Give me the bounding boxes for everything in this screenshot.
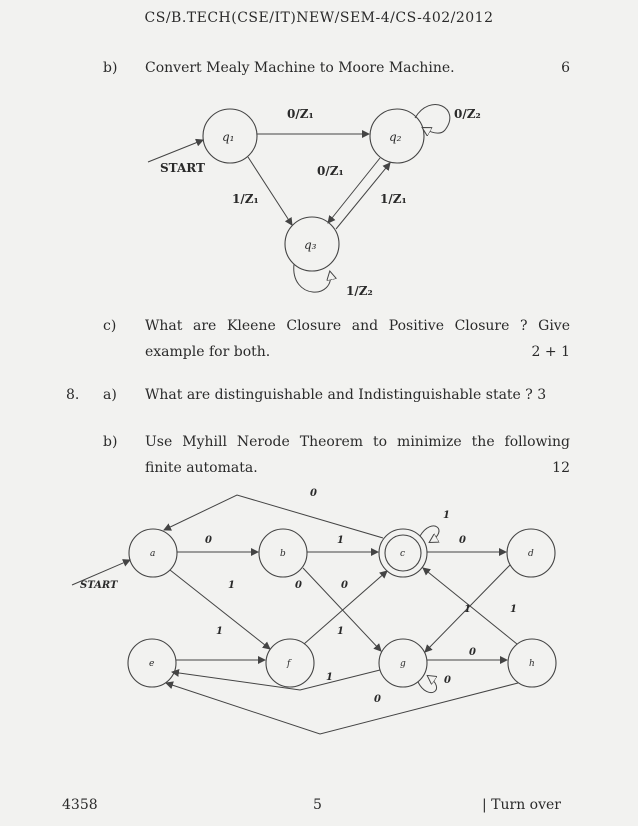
footer-code: 4358	[62, 797, 98, 813]
edge-g-h-label: 0	[469, 647, 476, 658]
q7c-label: c)	[103, 318, 117, 334]
edge-a-f-label: 1	[228, 580, 235, 591]
state-h-label: h	[529, 659, 535, 669]
edge-f-c-label: 1	[337, 626, 344, 637]
edge-q1-q2-label: 0/Z₁	[287, 107, 314, 121]
edge-d-h-label: 1	[510, 604, 517, 615]
fig2-start-label: START	[80, 580, 118, 591]
edge-q1-q3-label: 1/Z₁	[232, 192, 259, 206]
edge-c-a-label: 0	[310, 488, 317, 499]
edge-a-f	[170, 570, 270, 649]
q7b-marks: 6	[561, 60, 570, 76]
edge-g-e	[172, 670, 380, 690]
q7c-marks: 2 + 1	[531, 344, 570, 360]
state-q3-label: q₃	[304, 238, 317, 252]
q8b-marks: 12	[552, 460, 570, 476]
fig1-start-label: START	[160, 161, 205, 175]
footer-page-number: 5	[313, 797, 322, 813]
q8b-line1: Use Myhill Nerode Theorem to minimize the following	[145, 434, 570, 450]
edge-b-c-label: 1	[337, 535, 344, 546]
page-header: CS/B.TECH(CSE/IT)NEW/SEM-4/CS-402/2012	[144, 10, 494, 26]
edge-h-c-label: 1	[464, 604, 471, 615]
edge-c-d-label: 0	[459, 535, 466, 546]
state-f-label: f	[287, 659, 291, 669]
edge-b-g-label: 0	[295, 580, 302, 591]
edge-q3-q2-label: 1/Z₁	[380, 192, 407, 206]
q7c-line2: example for both.	[145, 344, 271, 360]
edge-q2-self-label: 0/Z₂	[454, 107, 481, 121]
edge-h-e-label: 0	[374, 694, 381, 705]
edge-c-self-label: 1	[443, 510, 450, 521]
q7b-label: b)	[103, 60, 118, 76]
edge-d-g-label: 0	[341, 580, 348, 591]
edge-q2-q3-label: 0/Z₁	[317, 164, 344, 178]
q8-number: 8.	[66, 387, 80, 403]
state-e-label: e	[149, 659, 155, 669]
q8b-line2: finite automata.	[145, 460, 258, 476]
edge-e-f-label: 1	[216, 626, 223, 637]
state-q1-label: q₁	[222, 130, 235, 144]
state-g-label: g	[400, 659, 406, 669]
state-c-label: c	[400, 549, 406, 559]
edge-g-self-label: 0	[444, 675, 451, 686]
q8a-label: a)	[103, 387, 117, 403]
q7b-text: Convert Mealy Machine to Moore Machine.	[145, 60, 455, 76]
edge-g-e-label: 1	[326, 672, 333, 683]
edge-q3-self-label: 1/Z₂	[346, 284, 373, 298]
footer-turn-over: | Turn over	[482, 797, 561, 813]
state-b-label: b	[280, 549, 286, 559]
q8a-text: What are distinguishable and Indistinguishable state ? 3	[145, 387, 547, 403]
q7c-line1: What are Kleene Closure and Positive Closure ? Give	[145, 318, 570, 334]
edge-h-e	[166, 683, 518, 734]
state-a-label: a	[150, 549, 156, 559]
q8b-label: b)	[103, 434, 118, 450]
state-q2-label: q₂	[389, 130, 402, 144]
edge-a-b-label: 0	[205, 535, 212, 546]
state-d-label: d	[528, 549, 534, 559]
